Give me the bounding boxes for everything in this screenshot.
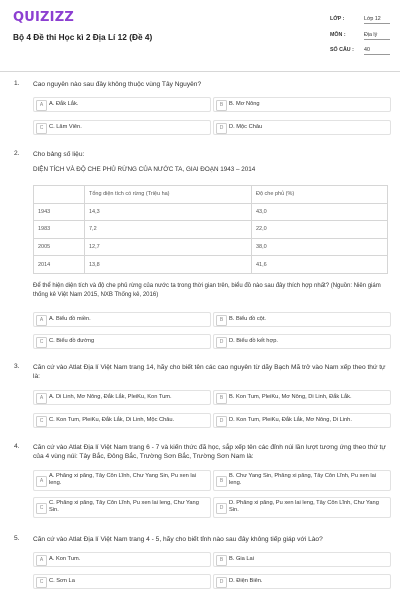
table-cell: 2005 bbox=[34, 238, 85, 256]
table-row bbox=[34, 221, 388, 239]
option-text: B. Gia Lai bbox=[229, 556, 254, 562]
page-title: Bộ 4 Đề thi Học kì 2 Địa Lí 12 (Đề 4) bbox=[13, 32, 153, 42]
option-text: D. Mộc Châu bbox=[229, 124, 263, 130]
option-letter: C bbox=[36, 123, 47, 134]
q5-option-b[interactable] bbox=[213, 552, 391, 567]
question-3-number: 3. bbox=[14, 363, 20, 370]
q3-option-a[interactable] bbox=[33, 390, 211, 405]
option-text: A. Biểu đồ miền. bbox=[49, 316, 91, 322]
table-header-cell: Độ che phủ (%) bbox=[252, 186, 388, 204]
option-text: C. Sơn La bbox=[49, 578, 75, 584]
table-header-cell: Tổng diện tích có rừng (Triệu ha) bbox=[85, 186, 252, 204]
q3-option-d[interactable] bbox=[213, 413, 391, 428]
option-letter: C bbox=[36, 337, 47, 348]
question-count-label: SỐ CÂU : bbox=[330, 47, 354, 53]
table-row bbox=[34, 203, 388, 221]
option-text: C. Biểu đồ đường bbox=[49, 338, 95, 344]
option-text: B. Chư Yang Sin, Phăng xi păng, Tây Côn Lĩnh, Pu xen lai leng. bbox=[229, 473, 377, 486]
option-text: B. Mơ Nông bbox=[229, 101, 260, 107]
option-text: C. Lâm Viên. bbox=[49, 124, 82, 130]
option-letter: C bbox=[36, 503, 47, 514]
option-letter: B bbox=[216, 100, 227, 111]
table-header-cell bbox=[34, 186, 85, 204]
worksheet-header bbox=[0, 0, 400, 72]
q5-option-d[interactable] bbox=[213, 574, 391, 589]
q1-option-d[interactable] bbox=[213, 120, 391, 135]
table-title: DIỆN TÍCH VÀ ĐỘ CHE PHỦ RỪNG CỦA NƯỚC TA, GIAI ĐOẠN 1943 – 2014 bbox=[33, 166, 256, 173]
class-value: Lớp 12 bbox=[364, 16, 390, 24]
option-letter: A bbox=[36, 393, 47, 404]
table-row bbox=[34, 256, 388, 274]
forest-data-table bbox=[33, 185, 388, 274]
table-cell: 41,6 bbox=[252, 256, 388, 274]
option-text: D. Điện Biên. bbox=[229, 578, 263, 584]
option-letter: C bbox=[36, 577, 47, 588]
question-4-text: Căn cứ vào Atlat Địa lí Việt Nam trang 6 - 7 và kiến thức đã học, sắp xếp tên các đỉnh núi lần lượt tương ứng theo thứ tự của 4 vùng núi: Tây Bắc, Đông Bắc, Trường Sơn Bắc, Trường Sơn Nam là: bbox=[33, 444, 386, 460]
option-text: B. Biểu đồ cột. bbox=[229, 316, 266, 322]
option-letter: B bbox=[216, 315, 227, 326]
option-text: D. Kon Tum, PleiKu, Đắk Lắk, Mơ Nông, Di Linh. bbox=[229, 417, 352, 423]
q4-option-a[interactable] bbox=[33, 470, 211, 491]
class-label: LỚP : bbox=[330, 16, 345, 22]
table-cell: 1983 bbox=[34, 221, 85, 239]
table-cell: 43,0 bbox=[252, 203, 388, 221]
option-text: D. Phăng xi păng, Pu xen lai leng, Tây Côn Lĩnh, Chư Yang Sin. bbox=[229, 500, 379, 513]
q4-option-d[interactable] bbox=[213, 497, 391, 518]
table-row bbox=[34, 238, 388, 256]
option-letter: A bbox=[36, 555, 47, 566]
q3-option-b[interactable] bbox=[213, 390, 391, 405]
subject-label: MÔN : bbox=[330, 32, 346, 38]
option-text: A. Kon Tum. bbox=[49, 556, 81, 562]
table-cell: 1943 bbox=[34, 203, 85, 221]
q2-option-d[interactable] bbox=[213, 334, 391, 349]
option-letter: B bbox=[216, 555, 227, 566]
table-cell: 13,8 bbox=[85, 256, 252, 274]
table-cell: 12,7 bbox=[85, 238, 252, 256]
option-letter: C bbox=[36, 416, 47, 427]
option-text: A. Di Linh, Mơ Nông, Đắk Lắk, PleiKu, Kon Tum. bbox=[49, 394, 172, 400]
q5-option-c[interactable] bbox=[33, 574, 211, 589]
question-5-text: Căn cứ vào Atlat Địa lí Việt Nam trang 4 - 5, hãy cho biết tỉnh nào sau đây không tiếp giáp với Lào? bbox=[33, 536, 323, 543]
question-2-number: 2. bbox=[14, 150, 20, 157]
header-divider bbox=[0, 71, 400, 72]
q4-option-c[interactable] bbox=[33, 497, 211, 518]
option-letter: B bbox=[216, 393, 227, 404]
option-letter: D bbox=[216, 503, 227, 514]
table-cell: 7,2 bbox=[85, 221, 252, 239]
option-text: C. Phăng xi păng, Tây Côn Lĩnh, Pu xen lai leng, Chư Yang Sin. bbox=[49, 500, 199, 513]
option-text: A. Đắk Lắk. bbox=[49, 101, 79, 107]
option-text: B. Kon Tum, PleiKu, Mơ Nông, Di Linh, Đắk Lắk. bbox=[229, 394, 352, 400]
question-count-value: 40 bbox=[364, 47, 390, 55]
q4-option-b[interactable] bbox=[213, 470, 391, 491]
option-letter: D bbox=[216, 416, 227, 427]
option-letter: B bbox=[216, 476, 227, 487]
q1-option-c[interactable] bbox=[33, 120, 211, 135]
option-letter: D bbox=[216, 577, 227, 588]
table-cell: 22,0 bbox=[252, 221, 388, 239]
option-letter: D bbox=[216, 337, 227, 348]
question-5-number: 5. bbox=[14, 535, 20, 542]
option-text: C. Kon Tum, PleiKu, Đắk Lắk, Di Linh, Mộc Châu. bbox=[49, 417, 175, 423]
question-3-text: Căn cứ vào Atlat Địa lí Việt Nam trang 14, hãy cho biết tên các cao nguyên từ dãy Bạch Mã trở vào Nam xếp theo thứ tự là: bbox=[33, 364, 386, 380]
table-cell: 38,0 bbox=[252, 238, 388, 256]
quizizz-logo: QUIZIZZ bbox=[13, 10, 74, 25]
q1-option-a[interactable] bbox=[33, 97, 211, 112]
option-letter: A bbox=[36, 315, 47, 326]
q1-option-b[interactable] bbox=[213, 97, 391, 112]
option-letter: A bbox=[36, 100, 47, 111]
option-text: D. Biểu đồ kết hợp. bbox=[229, 338, 278, 344]
question-2-text: Để thể hiện diện tích và độ che phủ rừng của nước ta trong thời gian trên, biểu đồ nào sau đây thích hợp nhất? (Nguồn: Niên giám thống kê Việt Nam 2015, NXB Thống kê, 2016) bbox=[33, 283, 381, 298]
option-letter: D bbox=[216, 123, 227, 134]
q3-option-c[interactable] bbox=[33, 413, 211, 428]
question-1-number: 1. bbox=[14, 80, 20, 87]
subject-value: Địa lý bbox=[364, 32, 390, 40]
table-cell: 14,3 bbox=[85, 203, 252, 221]
question-2-intro: Cho bảng số liệu: bbox=[33, 151, 85, 158]
q2-option-a[interactable] bbox=[33, 312, 211, 327]
question-1-text: Cao nguyên nào sau đây không thuộc vùng Tây Nguyên? bbox=[33, 81, 202, 88]
q5-option-a[interactable] bbox=[33, 552, 211, 567]
question-4-number: 4. bbox=[14, 443, 20, 450]
table-header-row bbox=[34, 186, 388, 204]
q2-option-c[interactable] bbox=[33, 334, 211, 349]
option-letter: A bbox=[36, 476, 47, 487]
table-cell: 2014 bbox=[34, 256, 85, 274]
q2-option-b[interactable] bbox=[213, 312, 391, 327]
option-text: A. Phăng xi păng, Tây Côn Lĩnh, Chư Yang Sin, Pu xen lai leng. bbox=[49, 473, 197, 486]
